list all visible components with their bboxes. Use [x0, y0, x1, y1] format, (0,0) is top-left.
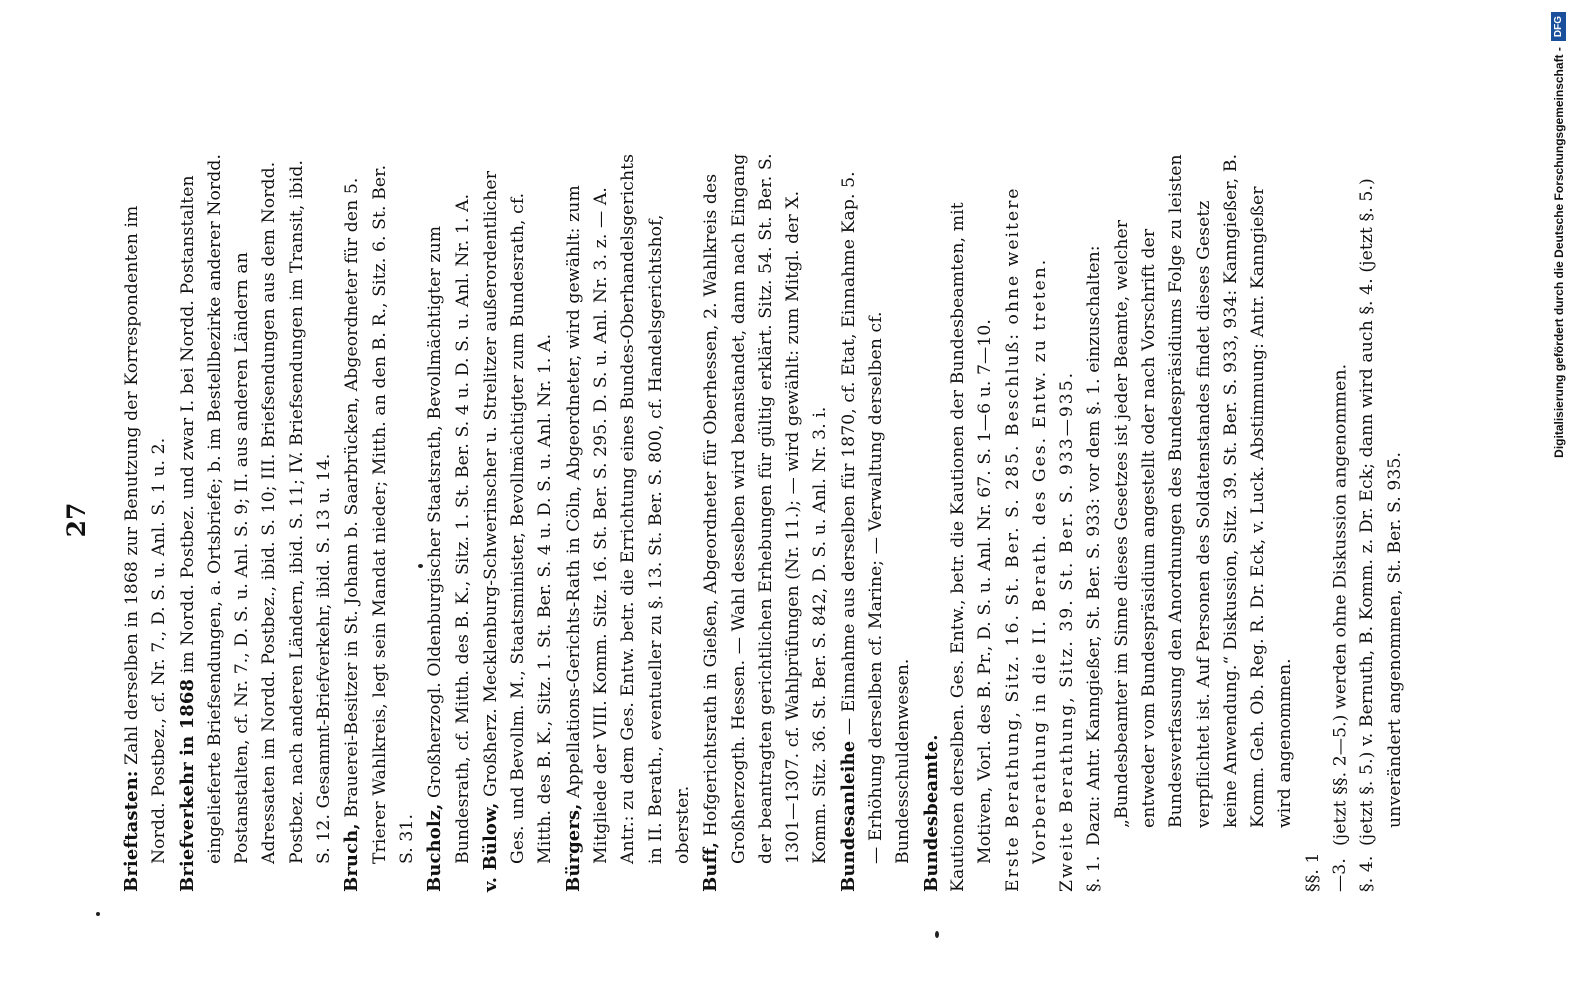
- entry-heading: Bundesanleihe: [837, 740, 859, 892]
- entry-heading: Bucholz,: [424, 803, 446, 892]
- entry-heading: Briefverkehr in 1868: [176, 678, 198, 892]
- paragraph-text: (jetzt §§. 2—5.) werden ohne Diskussion angenommen.: [1330, 363, 1351, 846]
- entry-heading: Brieftasten:: [121, 770, 142, 892]
- paragraph-1-3: [1300, 152, 1355, 892]
- entry-text: Zahl derselben in 1868 zur Benutzung der Korrespondenten im Nordd. Postbez., cf. Nr. 7., D. S. u. Anl. S. 1 u. 2.: [122, 205, 170, 864]
- paragraph-text: (jetzt §. 5.) v. Bernuth, B. Komm. z. Dr. Eck; dann wird auch §. 4. (jetzt §. 5.) unverändert angenommen, St. Ber. S. 935.: [1357, 178, 1405, 846]
- scan-speck: [96, 912, 100, 916]
- scan-speck: [935, 931, 939, 938]
- paragraph-4: [1354, 152, 1409, 892]
- section-heading-bundesbeamte: Bundesbeamte.: [920, 734, 942, 892]
- entry-heading: v. Bülow,: [479, 802, 501, 892]
- paragraph-text: Dazu: Antr. Kanngießer, St. Ber. S. 933: vor dem §. 1. einzuschalten: „Bundesbeamter im Sinne dieses Gesetzes ist jeder Beamte, welcher entweder vom Bundespräsidium angestellt oder nach Vorschrift der Bundesverfassung den Anordnungen des Bundespräsidiums Folge zu leisten verpflichtet ist. Auf Personen des Soldatenstandes findet dieses Gesetz keine Anwendung.“ Diskussion, Sitz. 39. St. Ber. S. 933, 934: Kanngießer, B. Komm. Geh. Ob. Reg. R. Dr. Eck, v. Luck. Abstimmung: Antr. Kanngießer wird angenommen.: [1084, 153, 1296, 846]
- index-entry: [835, 152, 918, 892]
- index-entry: [338, 152, 421, 892]
- page-number: 27: [62, 502, 91, 538]
- credit-text: Digitalisierung gefördert durch die Deutsche Forschungsgemeinschaft -: [1551, 47, 1566, 458]
- entry-text: Appellations-Gerichts-Rath in Cöln, Abgeordneter, wird gewählt: zum Mitgliede der VIII. Komm. Sitz. 16. St. Ber. S. 295. D. S. u. Anl. Nr. 3. z. — A. Antr.: zu dem Ges. Entw. betr. die Errichtung eines Bundes-Oberhandelsgerichts in II. Berath., eventueller zu §. 13. St. Ber. S. 800, cf. Handelsgerichtshof, oberster.: [563, 153, 693, 864]
- digitization-credit-strip: [1538, 0, 1579, 1000]
- entry-text: im Nordd. Postbez. und zwar I. bei Nordd. Postanstalten eingelieferte Briefsendungen, a. Ortsbriefe; b. im Bestellbezirke anderer Nordd. Postanstalten, cf. Nr. 7., D. S. u. Anl. S. 9; II. aus anderen Ländern an Adressaten im Nordd. Postbez., ibid. S. 10; III. Briefsendungen aus dem Nordd. Postbez. nach anderen Ländern, ibid. S. 11; IV. Briefsendungen im Transit, ibid. S. 12. Gesammt-Briefverkehr, ibid. S. 13 u. 14.: [177, 153, 335, 864]
- index-entry: [421, 152, 477, 892]
- index-entry: [560, 152, 697, 892]
- entry-text: Hofgerichtsrath in Gießen, Abgeordneter für Oberhessen, 2. Wahlkreis des Großherzogth. Hessen. — Wahl desselben wird beanstandet, dann nach Eingang der beantragten gerichtlichen Erhebungen für gültig erklärt. Sitz. 54. St. Ber. S. 1301—1307. cf. Wahlprüfungen (Nr. 11.); — wird gewählt: zum Mitgl. der X. Komm. Sitz. 36. St. Ber. S. 842, D. S. u. Anl. Nr. 3. i.: [701, 153, 831, 864]
- paragraph-1: [1081, 152, 1299, 892]
- dfg-logo: DFG: [1551, 12, 1566, 41]
- kautionen-entry: Kautionen derselben. Ges. Entw., betr. die Kautionen der Bundesbeamten, mit Motiven, Vorl. des B. Pr., D. S. u. Anl. Nr. 67. S. 1—6 u. 7—10.: [947, 202, 996, 892]
- index-entry: [697, 152, 834, 892]
- index-entries: [118, 152, 1409, 892]
- entry-heading: Bruch,: [341, 823, 363, 892]
- paragraph-label: §. 1.: [1084, 855, 1105, 892]
- entry-text: Großherzogl. Oldenburgischer Staatsrath, Bevollmächtigter zum Bundesrath, cf. Mitth. des B. K., Sitz. 1. St. Ber. S. 4 u. D. S. u. Anl. Nr. 1. A.: [425, 193, 473, 864]
- first-reading-entry: Erste Berathung, Sitz. 16. St. Ber. S. 285. Beschluß: ohne weitere Vorberathung in die II. Berath. des Ges. Entw. zu treten.: [1002, 186, 1050, 892]
- entry-text: Großherz. Mecklenburg-Schwerinscher u. Strelitzer außerordentlicher Ges. und Bevollm. M., Staatsminister, Bevollmächtigter zum Bundesrath, cf. Mitth. des B. K., Sitz. 1. St. Ber. S. 4 u. D. S. u. Anl. Nr. 1. A.: [480, 170, 556, 864]
- paragraph-label: §§. 1—3.: [1302, 852, 1351, 892]
- entry-heading: Buff,: [700, 841, 722, 892]
- entry-text: — Einnahme aus derselben für 1870, cf. Etat, Einnahme Kap. 5. — Erhöhung derselben cf. Marine; — Verwaltung derselben cf. Bundesschuldenwesen.: [838, 171, 914, 864]
- entry-text: Brauerei-Besitzer in St. Johann b. Saarbrücken, Abgeordneter für den 5. Trierer Wahlkreis, legt sein Mandat nieder; Mitth. an den B. R., Sitz. 6. St. Ber. S. 31.: [342, 164, 417, 864]
- second-reading-entry: Zweite Berathung, Sitz. 39. St. Ber. S. 933—935.: [1057, 370, 1078, 892]
- entry-heading: Bürgers,: [562, 803, 584, 892]
- digitization-credit: [1538, 0, 1579, 1000]
- index-entry: [174, 152, 339, 892]
- index-entry: [477, 152, 560, 892]
- index-entry: [118, 152, 174, 892]
- paragraph-label: §. 4.: [1357, 855, 1378, 892]
